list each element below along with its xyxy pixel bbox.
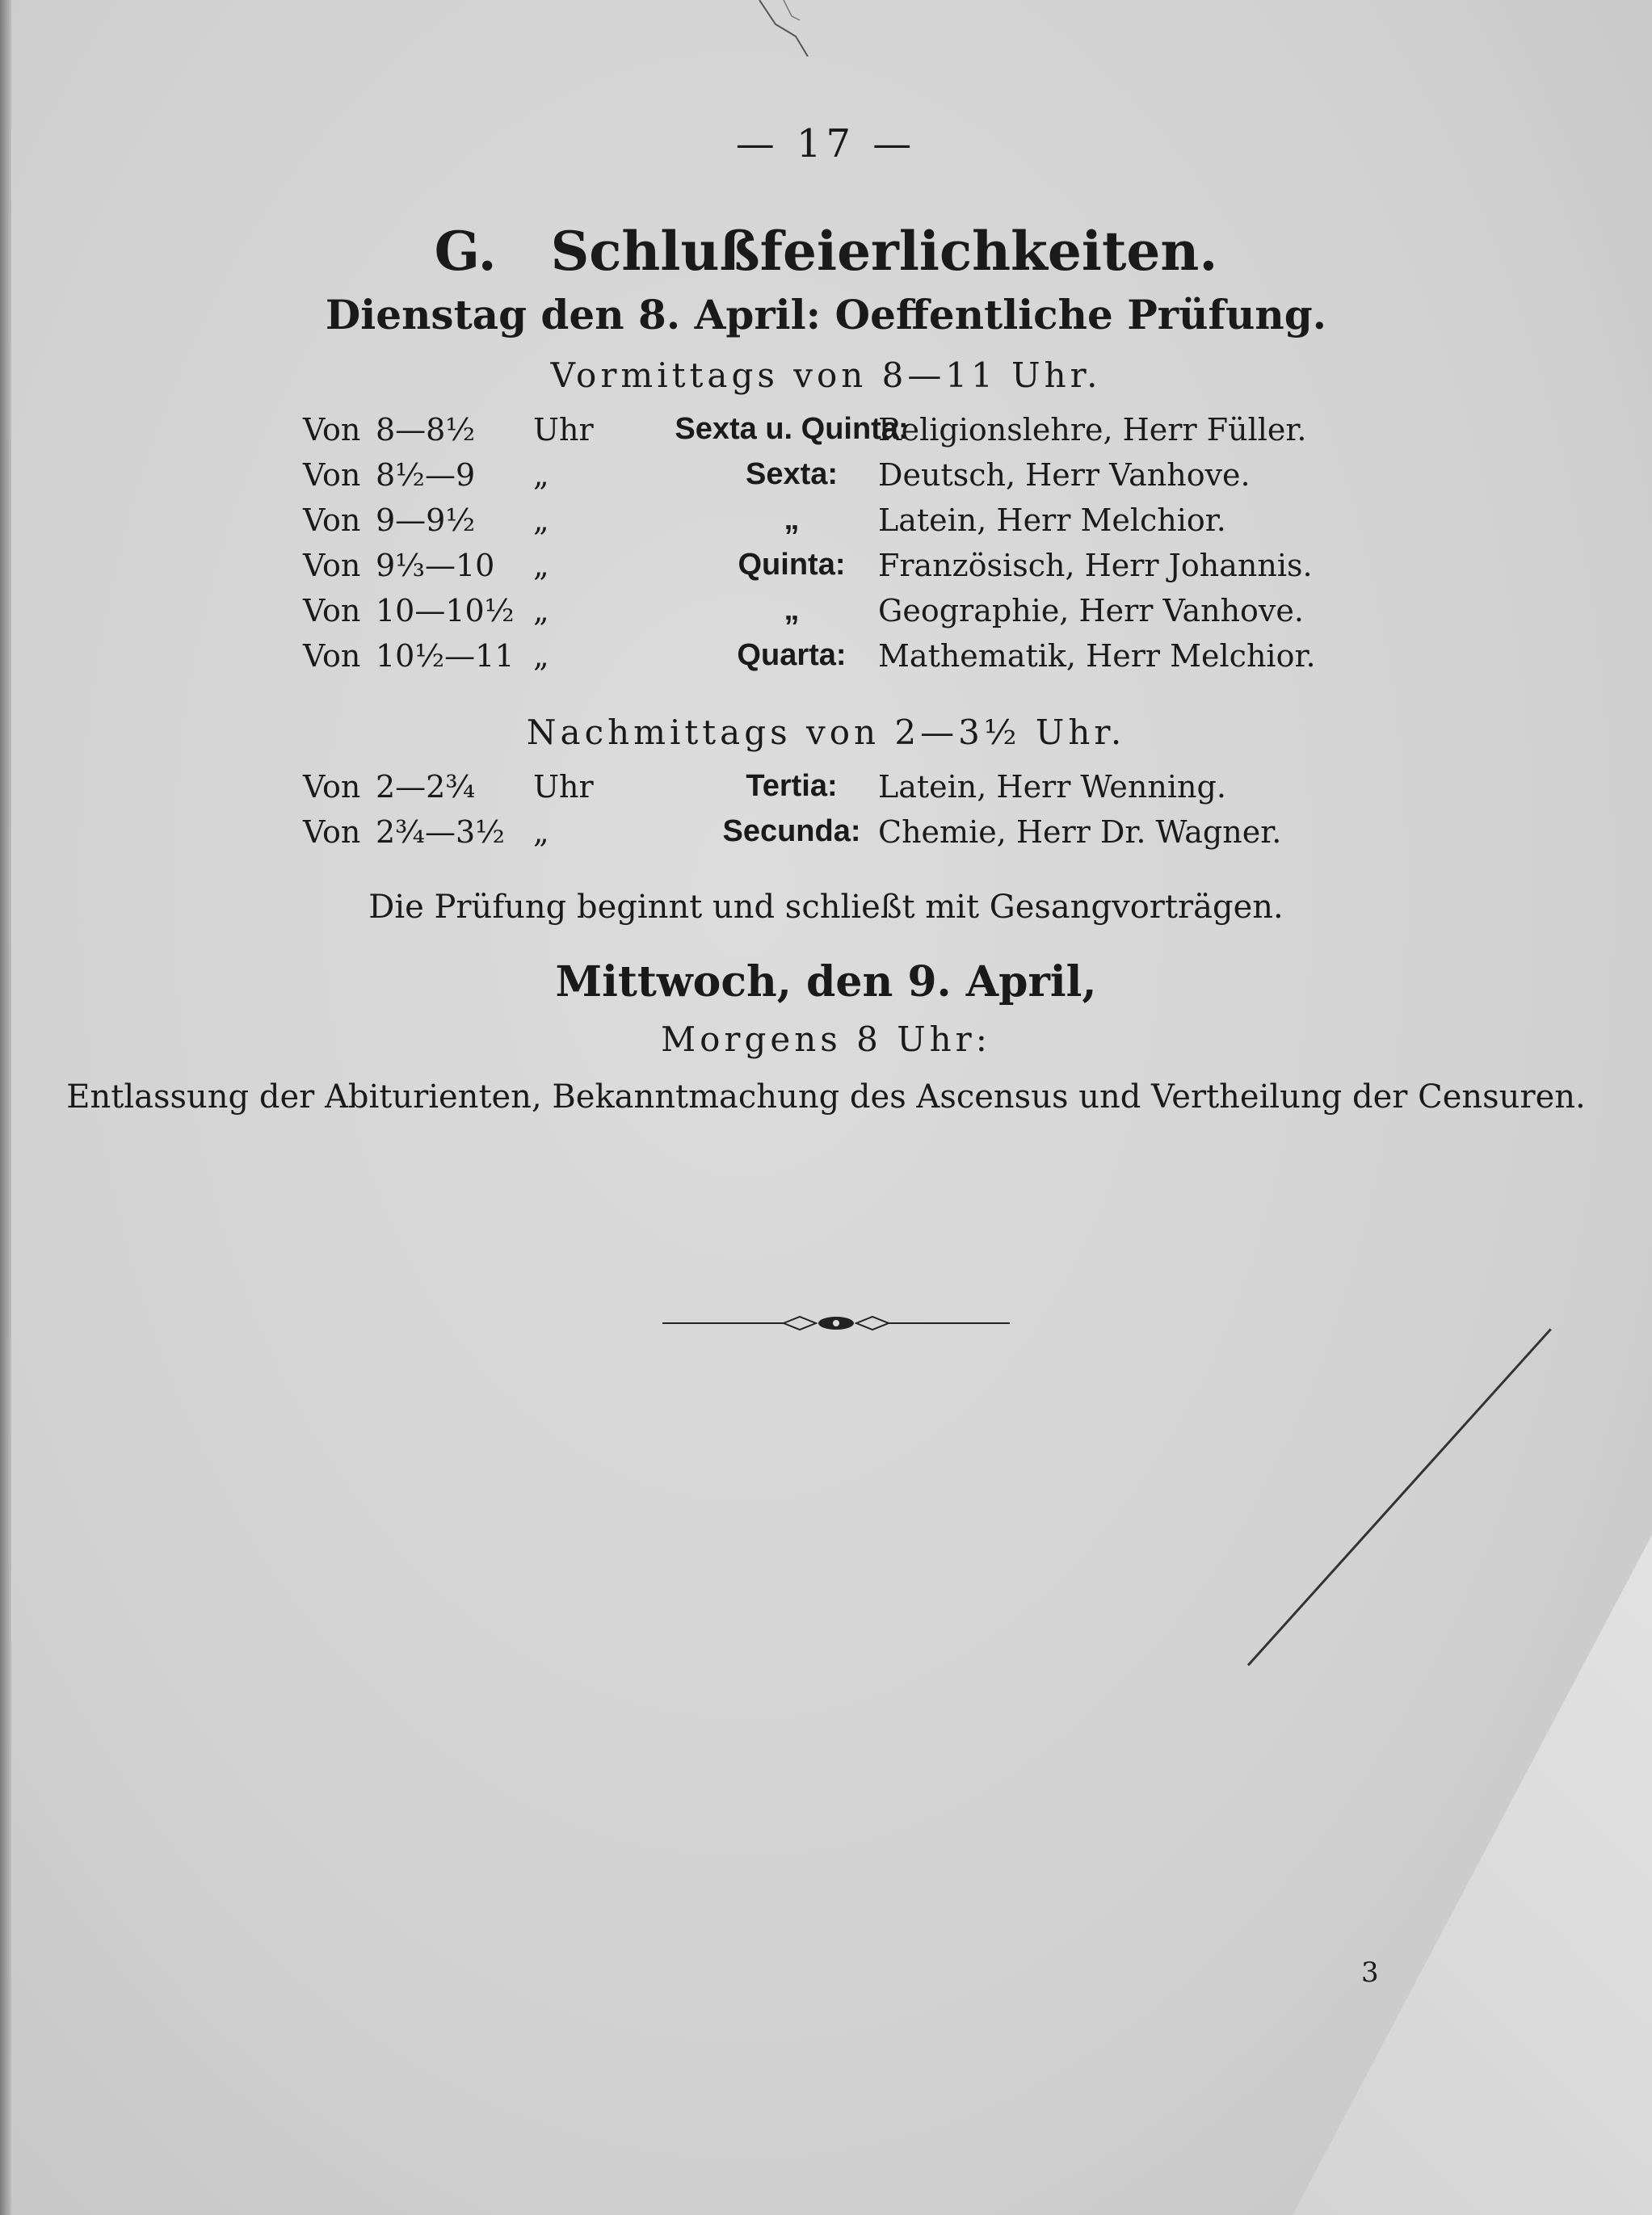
class-label: „ <box>784 502 800 536</box>
sheet-signature: 3 <box>1361 1957 1379 1989</box>
subject-teacher: Deutsch, Herr Vanhove. <box>878 457 1251 493</box>
time-range: 2—2¾ <box>376 769 476 805</box>
time-range: 8—8½ <box>376 412 476 448</box>
von-label: Von <box>303 769 361 805</box>
von-label: Von <box>303 814 361 850</box>
subject-teacher: Religionslehre, Herr Füller. <box>878 412 1307 448</box>
uhr-label: „ <box>533 502 549 538</box>
subject-teacher: Geographie, Herr Vanhove. <box>878 593 1304 628</box>
subject-teacher: Chemie, Herr Dr. Wagner. <box>878 814 1282 850</box>
torn-edge-mark <box>751 0 816 57</box>
exam-note: Die Prüfung beginnt und schließt mit Gesangvorträgen. <box>368 889 1284 926</box>
class-label: „ <box>784 593 800 627</box>
subject-teacher: Mathematik, Herr Melchior. <box>878 638 1316 674</box>
ornament-divider <box>662 1307 1010 1339</box>
time-range: 10—10½ <box>376 593 515 628</box>
time-range: 9⅓—10 <box>376 548 495 583</box>
class-label: Sexta: <box>745 457 839 491</box>
subject-teacher: Latein, Herr Wenning. <box>878 769 1226 805</box>
von-label: Von <box>303 412 361 448</box>
uhr-label: „ <box>533 548 549 583</box>
subject-teacher: Latein, Herr Melchior. <box>878 502 1226 538</box>
uhr-label: „ <box>533 638 549 674</box>
ceremony-text: Entlassung der Abiturienten, Bekanntmachung des Ascensus und Vertheilung der Censuren. <box>66 1078 1586 1116</box>
class-label: Sexta u. Quinta: <box>675 412 909 446</box>
von-label: Von <box>303 548 361 583</box>
class-label: Quarta: <box>737 638 847 672</box>
time-range: 2¾—3½ <box>376 814 506 850</box>
day1-heading: Dienstag den 8. April: Oeffentliche Prüfung. <box>325 291 1327 338</box>
afternoon-time-label: Nachmittags von 2—3½ Uhr. <box>526 712 1126 752</box>
uhr-label: „ <box>533 814 549 850</box>
time-range: 10½—11 <box>376 638 515 674</box>
uhr-label: „ <box>533 593 549 628</box>
section-title: Schlußfeierlichkeiten. <box>550 220 1218 283</box>
day2-heading: Mittwoch, den 9. April, <box>555 957 1097 1007</box>
von-label: Von <box>303 502 361 538</box>
class-label: Secunda: <box>722 814 861 848</box>
von-label: Von <box>303 638 361 674</box>
uhr-label: Uhr <box>533 412 594 448</box>
page-number: — 17 — <box>735 121 917 166</box>
time-range: 9—9½ <box>376 502 476 538</box>
section-heading <box>0 220 1652 283</box>
subject-teacher: Französisch, Herr Johannis. <box>878 548 1313 583</box>
uhr-label: Uhr <box>533 769 594 805</box>
von-label: Von <box>303 457 361 493</box>
day2-time-label: Morgens 8 Uhr: <box>661 1019 991 1059</box>
class-label: Quinta: <box>738 548 846 582</box>
time-range: 8½—9 <box>376 457 476 493</box>
class-label: Tertia: <box>746 769 838 803</box>
uhr-label: „ <box>533 457 549 493</box>
morning-time-label: Vormittags von 8—11 Uhr. <box>550 355 1102 395</box>
section-letter: G. <box>434 220 497 283</box>
von-label: Von <box>303 593 361 628</box>
